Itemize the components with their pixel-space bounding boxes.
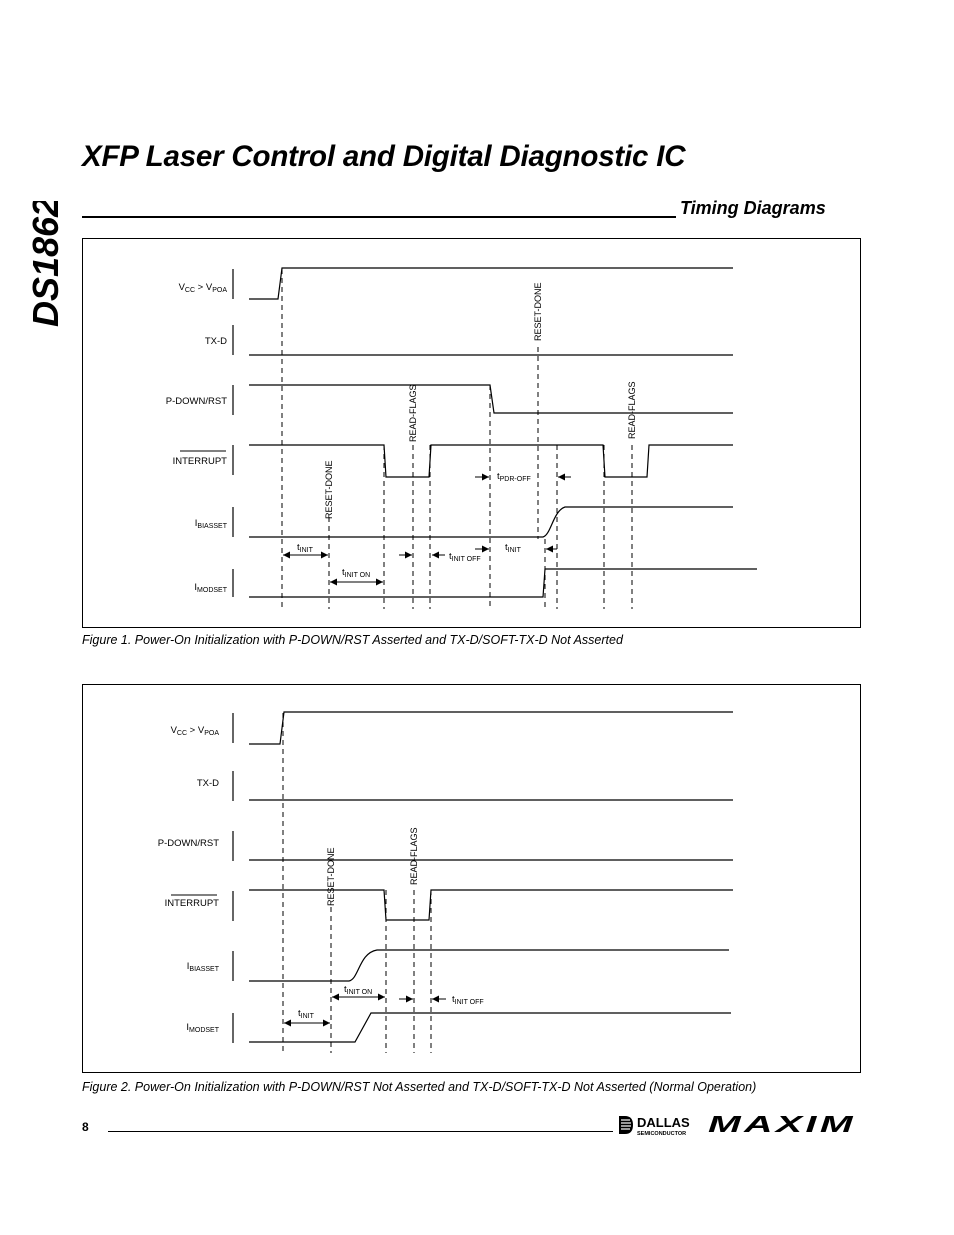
vcc-label: $V_{CC} > V_{POA}$ bbox=[178, 282, 227, 294]
interrupt-waveform bbox=[249, 445, 733, 477]
tinit-label-2: $t_{INIT}$ bbox=[298, 1008, 314, 1020]
imod-waveform-2 bbox=[249, 1013, 731, 1042]
tinit-on-label-2: $t_{INIT ON}$ bbox=[344, 984, 373, 996]
side-part-number bbox=[2, 201, 76, 329]
reset-done-label-1: RESET-DONE bbox=[324, 460, 334, 519]
tpdr-off-label: $t_{PDR-OFF}$ bbox=[497, 471, 531, 483]
page-number: 8 bbox=[82, 1120, 89, 1134]
side-part-number-text: DS1862 bbox=[25, 201, 66, 327]
page-title: XFP Laser Control and Digital Diagnostic IC bbox=[82, 140, 686, 173]
figure-2-diagram bbox=[82, 684, 861, 1073]
imod-label-2: $I_{MODSET}$ bbox=[186, 1022, 219, 1034]
ibias-label: $I_{BIASSET}$ bbox=[194, 518, 227, 530]
pdown-label: P-DOWN/RST bbox=[165, 396, 227, 407]
read-flags-label-1: READ-FLAGS bbox=[408, 384, 418, 442]
pdown-waveform bbox=[249, 385, 733, 413]
maxim-logo bbox=[706, 1112, 860, 1136]
tinit-2-label: $t_{INIT}$ bbox=[505, 542, 521, 554]
tinit-on-label: $t_{INIT ON}$ bbox=[342, 567, 371, 579]
dallas-logo bbox=[617, 1112, 705, 1138]
dallas-logo-subtext: SEMICONDUCTOR bbox=[637, 1131, 687, 1137]
figure-1-diagram bbox=[82, 238, 861, 628]
footer-rule bbox=[108, 1131, 613, 1132]
vcc-waveform bbox=[249, 268, 733, 299]
tinit-off-label-2: $t_{INIT OFF}$ bbox=[452, 994, 484, 1006]
tinit-off-label: $t_{INIT OFF}$ bbox=[449, 551, 481, 563]
tinit-1-label: $t_{INIT}$ bbox=[297, 542, 313, 554]
dallas-logo-text: DALLAS bbox=[637, 1115, 690, 1130]
vcc-waveform-2 bbox=[249, 712, 733, 744]
imod-label: $I_{MODSET}$ bbox=[194, 582, 227, 594]
read-flags-label-fig2: READ-FLAGS bbox=[409, 827, 419, 885]
imod-waveform bbox=[249, 569, 757, 597]
interrupt-waveform-2 bbox=[249, 890, 733, 920]
ibias-label-2: $I_{BIASSET}$ bbox=[186, 961, 219, 973]
section-rule bbox=[82, 216, 676, 218]
txd-label-2: TX-D bbox=[196, 778, 219, 789]
ibias-waveform-2 bbox=[249, 950, 729, 981]
section-title: Timing Diagrams bbox=[680, 198, 826, 218]
read-flags-label-2: READ-FLAGS bbox=[627, 381, 637, 439]
ibias-waveform bbox=[249, 507, 733, 537]
figure-2-caption: Figure 2. Power-On Initialization with P-DOWN/RST Not Asserted and TX-D/SOFT-TX-D Not Asserted (Normal Operation) bbox=[82, 1080, 757, 1094]
reset-done-label-2: RESET-DONE bbox=[533, 282, 543, 341]
reset-done-label-fig2: RESET-DONE bbox=[326, 847, 336, 906]
vcc-label-2: $V_{CC} > V_{POA}$ bbox=[170, 725, 219, 737]
maxim-logo-text: MAXIM bbox=[708, 1112, 856, 1136]
figure-1-caption: Figure 1. Power-On Initialization with P-DOWN/RST Asserted and TX-D/SOFT-TX-D Not Asserted bbox=[82, 633, 623, 647]
interrupt-label-2: INTERRUPT bbox=[164, 898, 219, 909]
pdown-label-2: P-DOWN/RST bbox=[157, 838, 219, 849]
txd-label: TX-D bbox=[204, 336, 227, 347]
interrupt-label: INTERRUPT bbox=[172, 456, 227, 467]
